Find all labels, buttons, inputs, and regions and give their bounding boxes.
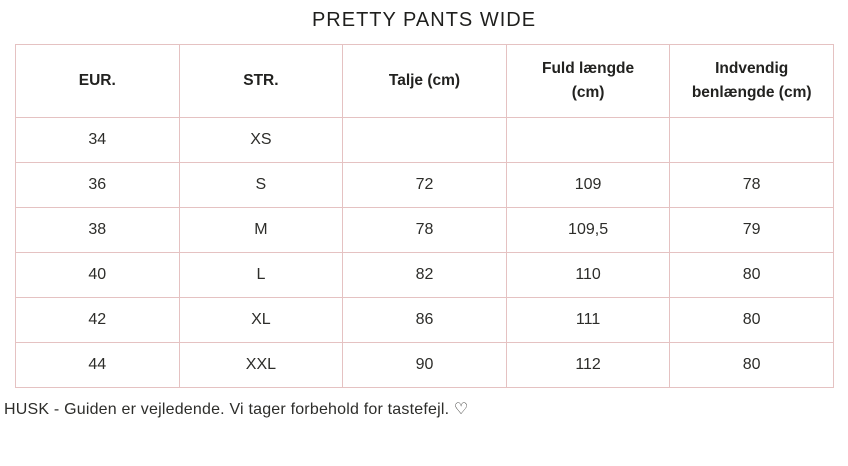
cell-indvendig: [670, 118, 834, 163]
cell-indvendig: 80: [670, 298, 834, 343]
cell-indvendig: 80: [670, 343, 834, 388]
table-row: [16, 118, 834, 163]
cell-str: S: [179, 163, 343, 208]
cell-talje: 90: [343, 343, 507, 388]
size-guide-table: [15, 44, 834, 388]
column-header-talje: Talje (cm): [343, 45, 507, 118]
cell-talje: 78: [343, 208, 507, 253]
cell-indvendig: 79: [670, 208, 834, 253]
header-row: [16, 45, 834, 118]
cell-eur: 36: [16, 163, 180, 208]
table-row: [16, 208, 834, 253]
cell-talje: [343, 118, 507, 163]
cell-fuld-laengde: 110: [506, 253, 670, 298]
column-header-fuld-laengde: Fuld længde (cm): [506, 45, 670, 118]
cell-talje: 72: [343, 163, 507, 208]
cell-indvendig: 80: [670, 253, 834, 298]
cell-talje: 82: [343, 253, 507, 298]
table-row: [16, 163, 834, 208]
table-row: [16, 343, 834, 388]
cell-fuld-laengde: 109,5: [506, 208, 670, 253]
cell-str: XL: [179, 298, 343, 343]
size-guide-page: [0, 9, 848, 466]
cell-eur: 42: [16, 298, 180, 343]
cell-str: M: [179, 208, 343, 253]
cell-str: L: [179, 253, 343, 298]
cell-eur: 40: [16, 253, 180, 298]
column-header-eur: EUR.: [16, 45, 180, 118]
table-row: [16, 253, 834, 298]
table-header: [16, 45, 834, 118]
cell-eur: 34: [16, 118, 180, 163]
cell-str: XXL: [179, 343, 343, 388]
cell-fuld-laengde: 112: [506, 343, 670, 388]
column-header-str: STR.: [179, 45, 343, 118]
table-body: [16, 118, 834, 388]
cell-fuld-laengde: [506, 118, 670, 163]
cell-eur: 44: [16, 343, 180, 388]
page-title: PRETTY PANTS WIDE: [311, 9, 537, 31]
column-header-indvendig-benlaengde: Indvendig benlængde (cm): [670, 45, 834, 118]
cell-eur: 38: [16, 208, 180, 253]
cell-fuld-laengde: 109: [506, 163, 670, 208]
disclaimer-note: HUSK - Guiden er vejledende. Vi tager forbehold for tastefejl. ♡: [4, 401, 469, 418]
cell-talje: 86: [343, 298, 507, 343]
cell-indvendig: 78: [670, 163, 834, 208]
table-row: [16, 298, 834, 343]
cell-str: XS: [179, 118, 343, 163]
cell-fuld-laengde: 111: [506, 298, 670, 343]
